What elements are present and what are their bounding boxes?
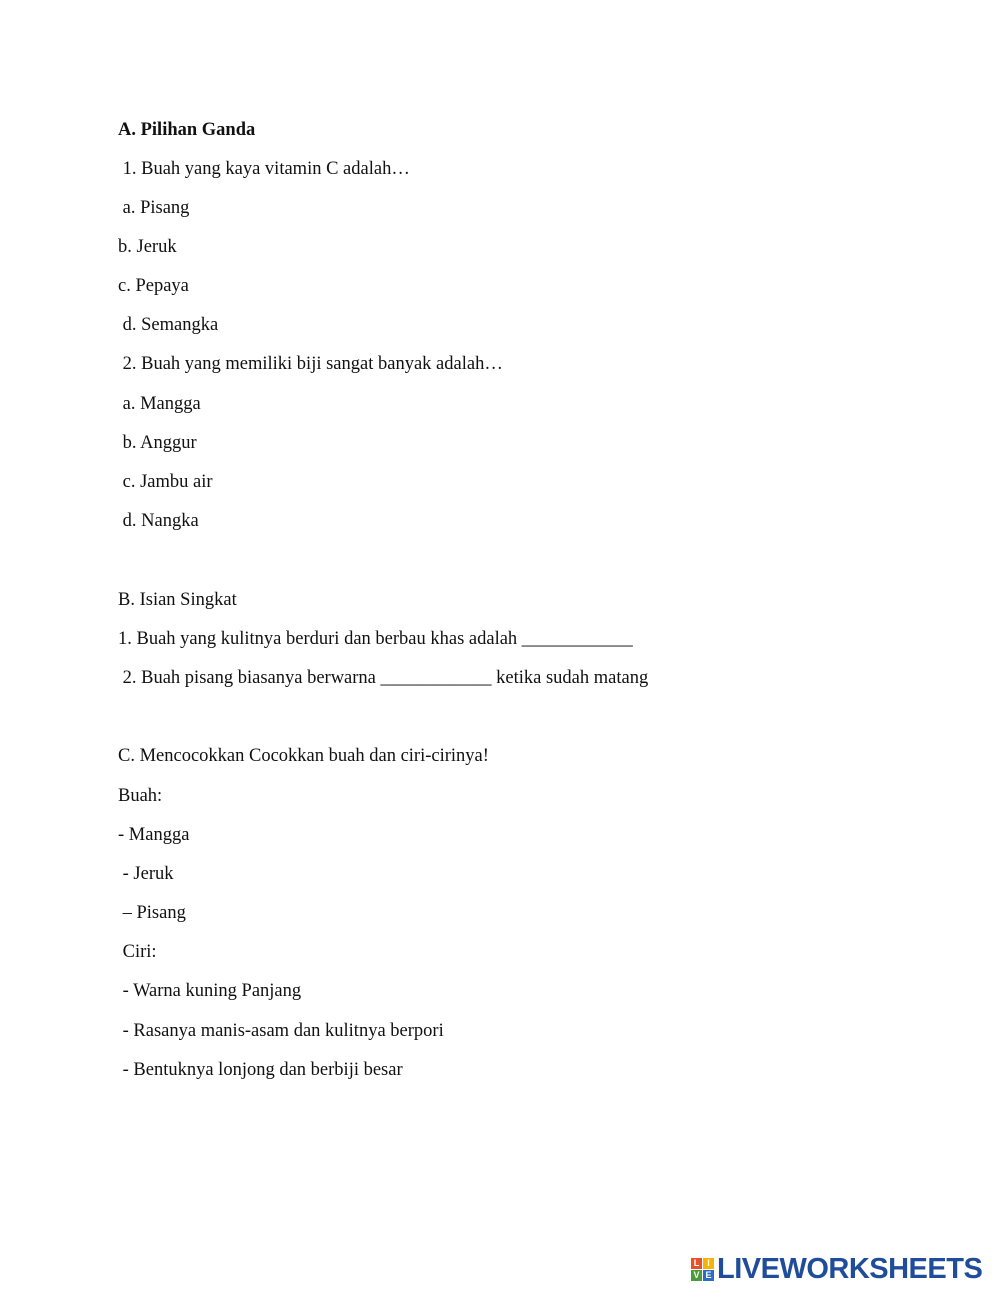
trait-item-3: - Bentuknya lonjong dan berbiji besar <box>118 1060 403 1080</box>
section-a-title: A. Pilihan Ganda <box>118 120 256 140</box>
fill-in-item-1: 1. Buah yang kulitnya berduri dan berbau khas adalah ____________ <box>118 629 633 649</box>
question-1-option-b: b. Jeruk <box>118 237 177 257</box>
question-2: 2. Buah yang memiliki biji sangat banyak adalah… <box>118 354 503 374</box>
question-2-option-d: d. Nangka <box>118 511 199 531</box>
trait-item-1: - Warna kuning Panjang <box>118 981 302 1001</box>
liveworksheets-logo-icon <box>691 1258 714 1281</box>
question-2-option-a: a. Mangga <box>118 394 201 414</box>
section-c-title: C. Mencocokkan Cocokkan buah dan ciri-cirinya! <box>118 746 489 766</box>
fruit-item-pisang: – Pisang <box>118 903 186 923</box>
question-1-option-a: a. Pisang <box>118 198 190 218</box>
fill-in-item-2: 2. Buah pisang biasanya berwarna ____________ ketika sudah matang <box>118 668 649 688</box>
section-b-title: B. Isian Singkat <box>118 590 237 610</box>
trait-item-2: - Rasanya manis-asam dan kulitnya berpori <box>118 1021 444 1041</box>
liveworksheets-logo <box>691 1253 982 1285</box>
question-1-option-c: c. Pepaya <box>118 276 189 296</box>
logo-mark-l: L <box>691 1258 702 1269</box>
logo-mark-e: E <box>703 1270 714 1281</box>
question-2-option-b: b. Anggur <box>118 433 197 453</box>
logo-mark-v: V <box>691 1270 702 1281</box>
liveworksheets-brand-text: LIVEWORKSHEETS <box>717 1252 983 1285</box>
trait-label: Ciri: <box>118 942 157 962</box>
fruit-item-mangga: - Mangga <box>118 825 190 845</box>
logo-mark-i: I <box>703 1258 714 1269</box>
question-1: 1. Buah yang kaya vitamin C adalah… <box>118 159 410 179</box>
fruit-label: Buah: <box>118 786 163 806</box>
fruit-item-jeruk: - Jeruk <box>118 864 174 884</box>
question-2-option-c: c. Jambu air <box>118 472 213 492</box>
question-1-option-d: d. Semangka <box>118 315 219 335</box>
